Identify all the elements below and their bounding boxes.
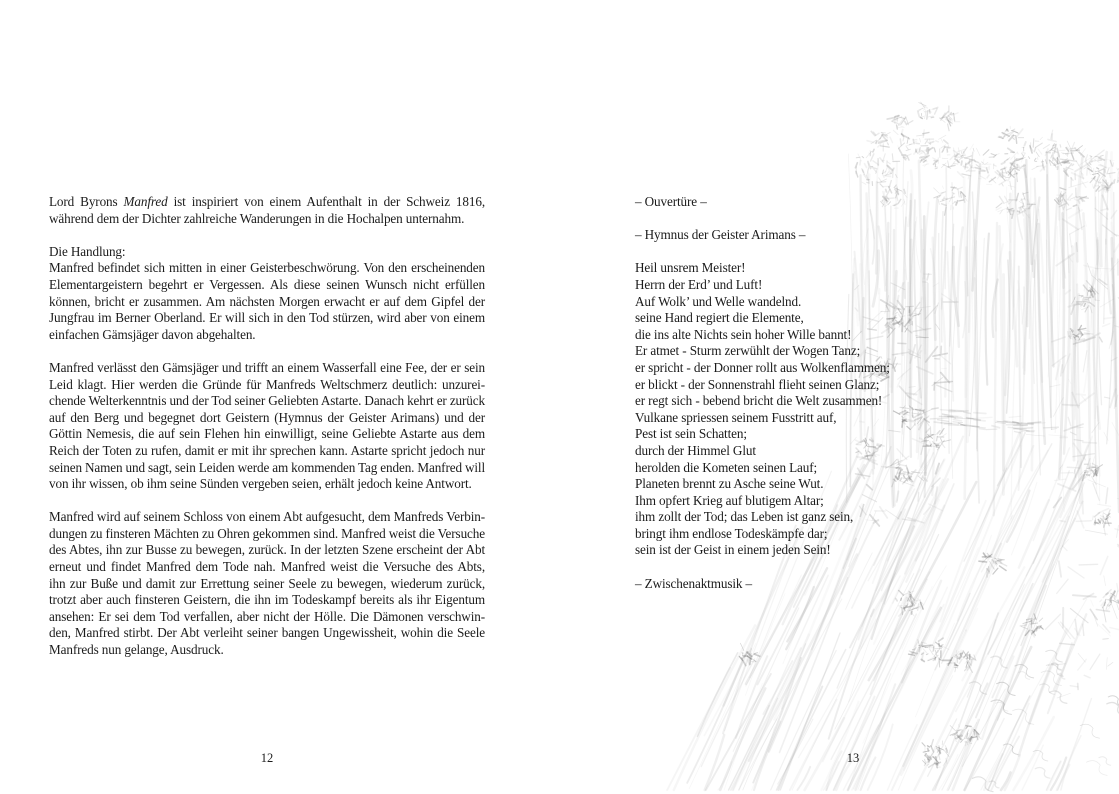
- poem-line: Planeten brennt zu Asche seine Wut.: [635, 476, 824, 492]
- poem-line: Heil unsrem Meister!: [635, 260, 746, 276]
- text-line: Elementargeistern begehrt er Vergessen. Als diese seinen Wunsch nicht erfüllen: [49, 276, 485, 292]
- text-line: Manfred befindet sich mitten in einer Geisterbeschwörung. Von den erscheinenden: [49, 260, 485, 276]
- heading-zwischenaktmusik: – Zwischenaktmusik –: [635, 575, 753, 591]
- text-line: einfachen Gämsjäger davon abgehalten.: [49, 326, 256, 342]
- blank-line: [635, 244, 1075, 261]
- paragraph-2: [49, 244, 485, 344]
- paragraph-4: [49, 509, 485, 658]
- text-line: trotzt aber auch finsteren Geistern, die ihn im Todeskampf bereits als ihr Eigentum: [49, 592, 485, 608]
- poem-line: Pest ist sein Schatten;: [635, 426, 747, 442]
- paragraph-1: [49, 194, 485, 227]
- synopsis-text: [49, 194, 485, 659]
- text-line: den, Manfred stirbt. Der Abt verleiht seiner bangen Ungewissheit, wohin die Seele: [49, 625, 485, 641]
- text-line: Göttin Nemesis, die auf sein Flehen hin einwilligt, seine Geliebte Astarte aus dem: [49, 426, 485, 442]
- blank-line: [635, 211, 1075, 228]
- poem-line: Er atmet - Sturm zerwühlt der Wogen Tanz;: [635, 343, 861, 359]
- poem-line: sein ist der Geist in einem jeden Sein!: [635, 542, 831, 558]
- text-line: können, bricht er zusammen. Am nächsten Morgen erwacht er auf dem Gipfel der: [49, 293, 485, 309]
- poem-line: er regt sich - bebend bricht die Welt zusammen!: [635, 393, 883, 409]
- text-line: Reich der Toten zu rufen, damit er mit ihr sprechen kann. Astarte spricht jedoch nur: [49, 442, 485, 458]
- heading-hymnus: – Hymnus der Geister Arimans –: [635, 227, 806, 243]
- page-number-left: 12: [260, 751, 274, 765]
- text-line: dungen zu finsteren Mächten zu Ohren gekommen sind. Manfred weist die Versuche: [49, 525, 485, 541]
- text-line: chende Welterkenntnis und der Tod seiner Geliebten Astarte. Danach kehrt er zurück: [49, 393, 485, 409]
- blank-line: [635, 559, 1075, 576]
- poem-line: herolden die Kometen seinen Lauf;: [635, 459, 818, 475]
- poem-line: Herrn der Erd’ und Luft!: [635, 276, 763, 292]
- text-line: erneut und findet Manfred dem Tode nah. Manfred weist die Versuche des Abts,: [49, 559, 485, 575]
- poem-line: seine Hand regiert die Elemente,: [635, 310, 804, 326]
- text-line: Manfred verlässt den Gämsjäger und trifft an einem Wasserfall eine Fee, der er sein: [49, 359, 485, 375]
- text-line: ihn zur Buße und damit zur Errettung seiner Seele zu bewegen, wiederum zurück,: [49, 575, 485, 591]
- heading-ouvertuere: – Ouvertüre –: [635, 194, 707, 209]
- text-line: Manfred wird auf seinem Schloss von einem Abt aufgesucht, dem Manfreds Verbin-: [49, 509, 485, 525]
- poem-line: die ins alte Nichts sein hoher Wille bannt!: [635, 326, 852, 342]
- text-line: Die Handlung:: [49, 243, 126, 259]
- poem-line: bringt ihm endlose Todeskämpfe dar;: [635, 525, 828, 541]
- text-line: während dem der Dichter zahlreiche Wanderungen in die Hochalpen unternahm.: [49, 210, 465, 226]
- page-number-right: 13: [846, 751, 860, 765]
- text-line: Leid klagt. Hier werden die Gründe für Manfreds Weltschmerz deutlich: unzurei-: [49, 376, 485, 392]
- text-line: auf den Berg und begegnet dort Geistern (Hymnus der Geister Arimans) und der: [49, 409, 485, 425]
- text-line: ansehen: Er sei dem Tod verfallen, aber nicht der Hölle. Die Dämonen verschwin-: [49, 608, 485, 624]
- libretto-text: [635, 194, 1075, 592]
- text-line: Lord Byrons Manfred ist inspiriert von einem Aufenthalt in der Schweiz 1816,: [49, 194, 485, 209]
- poem-line: er blickt - der Sonnenstrahl flieht seinen Glanz;: [635, 376, 880, 392]
- poem-line: er spricht - der Donner rollt aus Wolkenflammen;: [635, 359, 890, 375]
- poem-line: durch der Himmel Glut: [635, 442, 756, 458]
- text-line: seinen Namen und sagt, sein Leiden werde am kommenden Tag enden. Manfred will: [49, 459, 485, 475]
- text-line: Manfreds nun gelange, Ausdruck.: [49, 642, 224, 658]
- poem-line: ihm zollt der Tod; das Leben ist ganz sein,: [635, 509, 854, 525]
- poem-line: Vulkane spriessen seinem Fusstritt auf,: [635, 409, 837, 425]
- poem-line: Auf Wolk’ und Welle wandelnd.: [635, 293, 802, 309]
- text-line: von ihr wissen, ob ihm seine Sünden vergeben seien, erhält jedoch keine Antwort.: [49, 476, 472, 492]
- poem-line: Ihm opfert Krieg auf blutigem Altar;: [635, 492, 824, 508]
- paragraph-3: [49, 360, 485, 493]
- text-line: des Abtes, ihn zur Busse zu bewegen, zurück. In der letzten Szene erscheint der Abt: [49, 542, 485, 558]
- text-line: Jungfrau im Berner Oberland. Er will sich in den Tod stürzen, wird aber von einem: [49, 310, 485, 326]
